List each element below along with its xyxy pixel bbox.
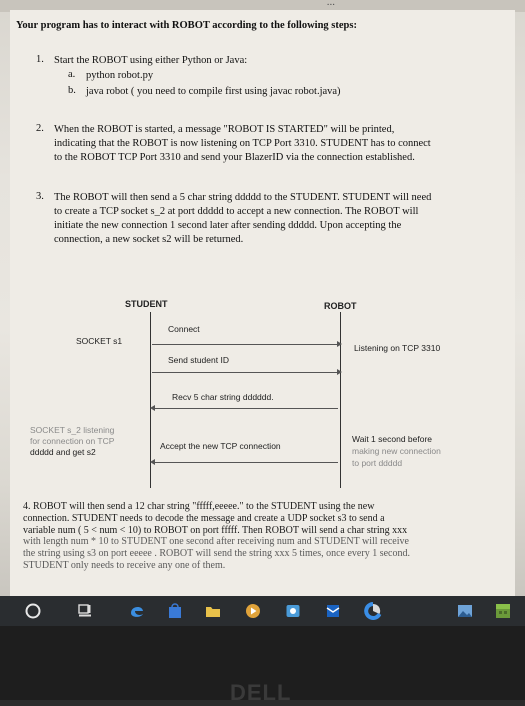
media-player-icon[interactable] — [284, 602, 302, 620]
edge-icon[interactable] — [128, 602, 146, 620]
socket2-line2: for connection on TCP — [30, 436, 115, 446]
step4-line6: STUDENT only needs to receive any one of them. — [23, 559, 226, 571]
step4-line4: with length num * 10 to STUDENT one second after receiving num and STUDENT will receive — [23, 536, 409, 548]
socket-s1-label: SOCKET s1 — [76, 336, 123, 346]
robot-lifeline — [340, 312, 341, 488]
step3-line3: initiate the new connection 1 second later after sending ddddd. Upon accepting the — [54, 220, 402, 231]
photos-icon[interactable] — [456, 602, 474, 620]
accept-arrow — [154, 462, 338, 463]
previous-page-fragment: ... — [326, 0, 335, 8]
listening-label: Listening on TCP 3310 — [354, 343, 441, 353]
taskbar — [0, 596, 525, 626]
step1-number: 1. — [36, 54, 44, 65]
step2-line1: When the ROBOT is started, a message "ROBOT IS STARTED" will be printed, — [54, 124, 395, 135]
intro-text: Your program has to interact with ROBOT according to the following steps: — [16, 20, 357, 31]
dell-logo: DELL — [230, 680, 292, 705]
robot-header: ROBOT — [324, 301, 357, 311]
step1-a-marker: a. — [68, 69, 76, 80]
accept-label: Accept the new TCP connection — [160, 441, 281, 451]
chrome-icon[interactable] — [364, 602, 382, 620]
step3-line4: connection, a new socket s2 will be returned. — [54, 234, 244, 245]
wait-line2: making new connection — [352, 446, 441, 456]
outlook-icon[interactable] — [324, 602, 342, 620]
socket2-line1: SOCKET s_2 listening — [30, 425, 115, 435]
send-id-arrow — [152, 372, 338, 373]
step1-b-marker: b. — [68, 85, 76, 96]
start-circle-icon[interactable] — [24, 602, 42, 620]
step2-line2: indicating that the ROBOT is now listening on TCP Port 3310. STUDENT has to connect — [54, 138, 431, 149]
step4-line1: 4. ROBOT will then send a 12 char string "fffff,eeeee." to the STUDENT using the new — [23, 501, 375, 512]
step4-line5: the string using s3 on port eeeee . ROBOT will send the string xxx 5 times, once every 1 second. — [23, 548, 410, 560]
minecraft-icon[interactable] — [494, 602, 512, 620]
wait-line1: Wait 1 second before — [352, 434, 433, 444]
step4-line3: variable num ( 5 < num < 10) to ROBOT on port fffff. Then ROBOT will send a char string xxx — [23, 524, 408, 536]
store-icon[interactable] — [166, 602, 184, 620]
step1-text: Start the ROBOT using either Python or Java: — [54, 55, 248, 66]
step1-b-text: java robot ( you need to compile first using javac robot.java) — [86, 86, 341, 97]
socket2-line3: ddddd and get s2 — [30, 447, 96, 457]
send-id-label: Send student ID — [168, 355, 229, 365]
step3-line1: The ROBOT will then send a 5 char string ddddd to the STUDENT. STUDENT will need — [54, 192, 432, 203]
task-view-icon[interactable] — [76, 602, 94, 620]
step1-a-text: python robot.py — [86, 70, 154, 81]
connect-label: Connect — [168, 324, 200, 334]
step4-line2: connection. STUDENT needs to decode the message and create a UDP socket s3 to send a — [23, 512, 385, 524]
step3-line2: to create a TCP socket s_2 at port ddddd to accept a new connection. The ROBOT will — [54, 206, 419, 217]
step4-paragraph — [23, 501, 501, 572]
recv-label: Recv 5 char string dddddd. — [172, 392, 274, 402]
recv-arrow — [154, 408, 338, 409]
step3-number: 3. — [36, 191, 44, 202]
step2-number: 2. — [36, 123, 44, 134]
step2-line3: to the ROBOT TCP Port 3310 and send your BlazerID via the connection established. — [54, 152, 415, 163]
wait-line3: to port ddddd — [352, 458, 403, 468]
media-icon[interactable] — [244, 602, 262, 620]
file-explorer-icon[interactable] — [204, 602, 222, 620]
student-header: STUDENT — [125, 299, 168, 309]
connect-arrow — [152, 344, 338, 345]
